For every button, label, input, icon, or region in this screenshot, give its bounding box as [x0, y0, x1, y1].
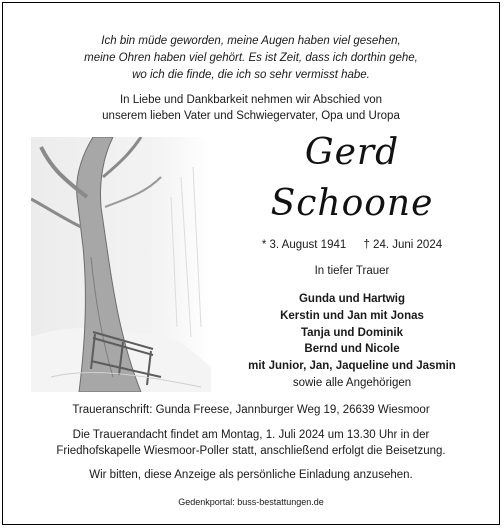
poem-line: Ich bin müde geworden, meine Augen haben viel gesehen,: [101, 35, 401, 47]
intro-line: In Liebe und Dankbarkeit nehmen wir Abschied von: [119, 94, 383, 106]
family-list: [203, 291, 501, 392]
deceased-last-name: Schoone: [270, 183, 434, 224]
deceased-first-name: Gerd: [304, 132, 400, 173]
death-date: † 24. Juni 2024: [363, 239, 443, 251]
service-line: Die Trauerandacht findet am Montag, 1. Juli 2024 um 13.30 Uhr in der: [72, 429, 430, 441]
intro-line: unserem lieben Vater und Schwiegervater, Opa und Uropa: [102, 110, 400, 122]
intro-text: [3, 92, 499, 124]
family-member: mit Junior, Jan, Jaqueline und Jasmin: [248, 360, 456, 373]
invitation-note: Wir bitten, diese Anzeige als persönliche Einladung anzusehen.: [89, 469, 413, 481]
life-dates: [203, 239, 501, 251]
poem: [3, 33, 499, 84]
family-member: Kerstin und Jan mit Jonas: [280, 309, 424, 322]
memorial-portal: Gedenkportal: buss-bestattungen.de: [178, 497, 324, 507]
family-member: Bernd und Nicole: [304, 343, 400, 356]
birth-date: * 3. August 1941: [261, 239, 347, 251]
mourning-line: In tiefer Trauer: [314, 265, 390, 277]
poem-line: wo ich die finde, die ich so sehr vermisst habe.: [132, 69, 370, 81]
family-closing: sowie alle Angehörigen: [292, 376, 412, 389]
poem-line: meine Ohren haben viel gehört. Es ist Zeit, dass ich dorthin gehe,: [84, 52, 418, 64]
obituary-card: [2, 2, 500, 525]
service-line: Friedhofskapelle Wiesmoor-Poller statt, anschließend erfolgt die Beisetzung.: [56, 445, 446, 457]
mourning-address: Traueranschrift: Gunda Freese, Jannburger Weg 19, 26639 Wiesmoor: [72, 404, 430, 416]
family-member: Tanja und Dominik: [300, 326, 403, 339]
service-info: [3, 427, 499, 459]
family-member: Gunda und Hartwig: [298, 293, 406, 305]
tree-and-bench-illustration: [31, 137, 211, 392]
